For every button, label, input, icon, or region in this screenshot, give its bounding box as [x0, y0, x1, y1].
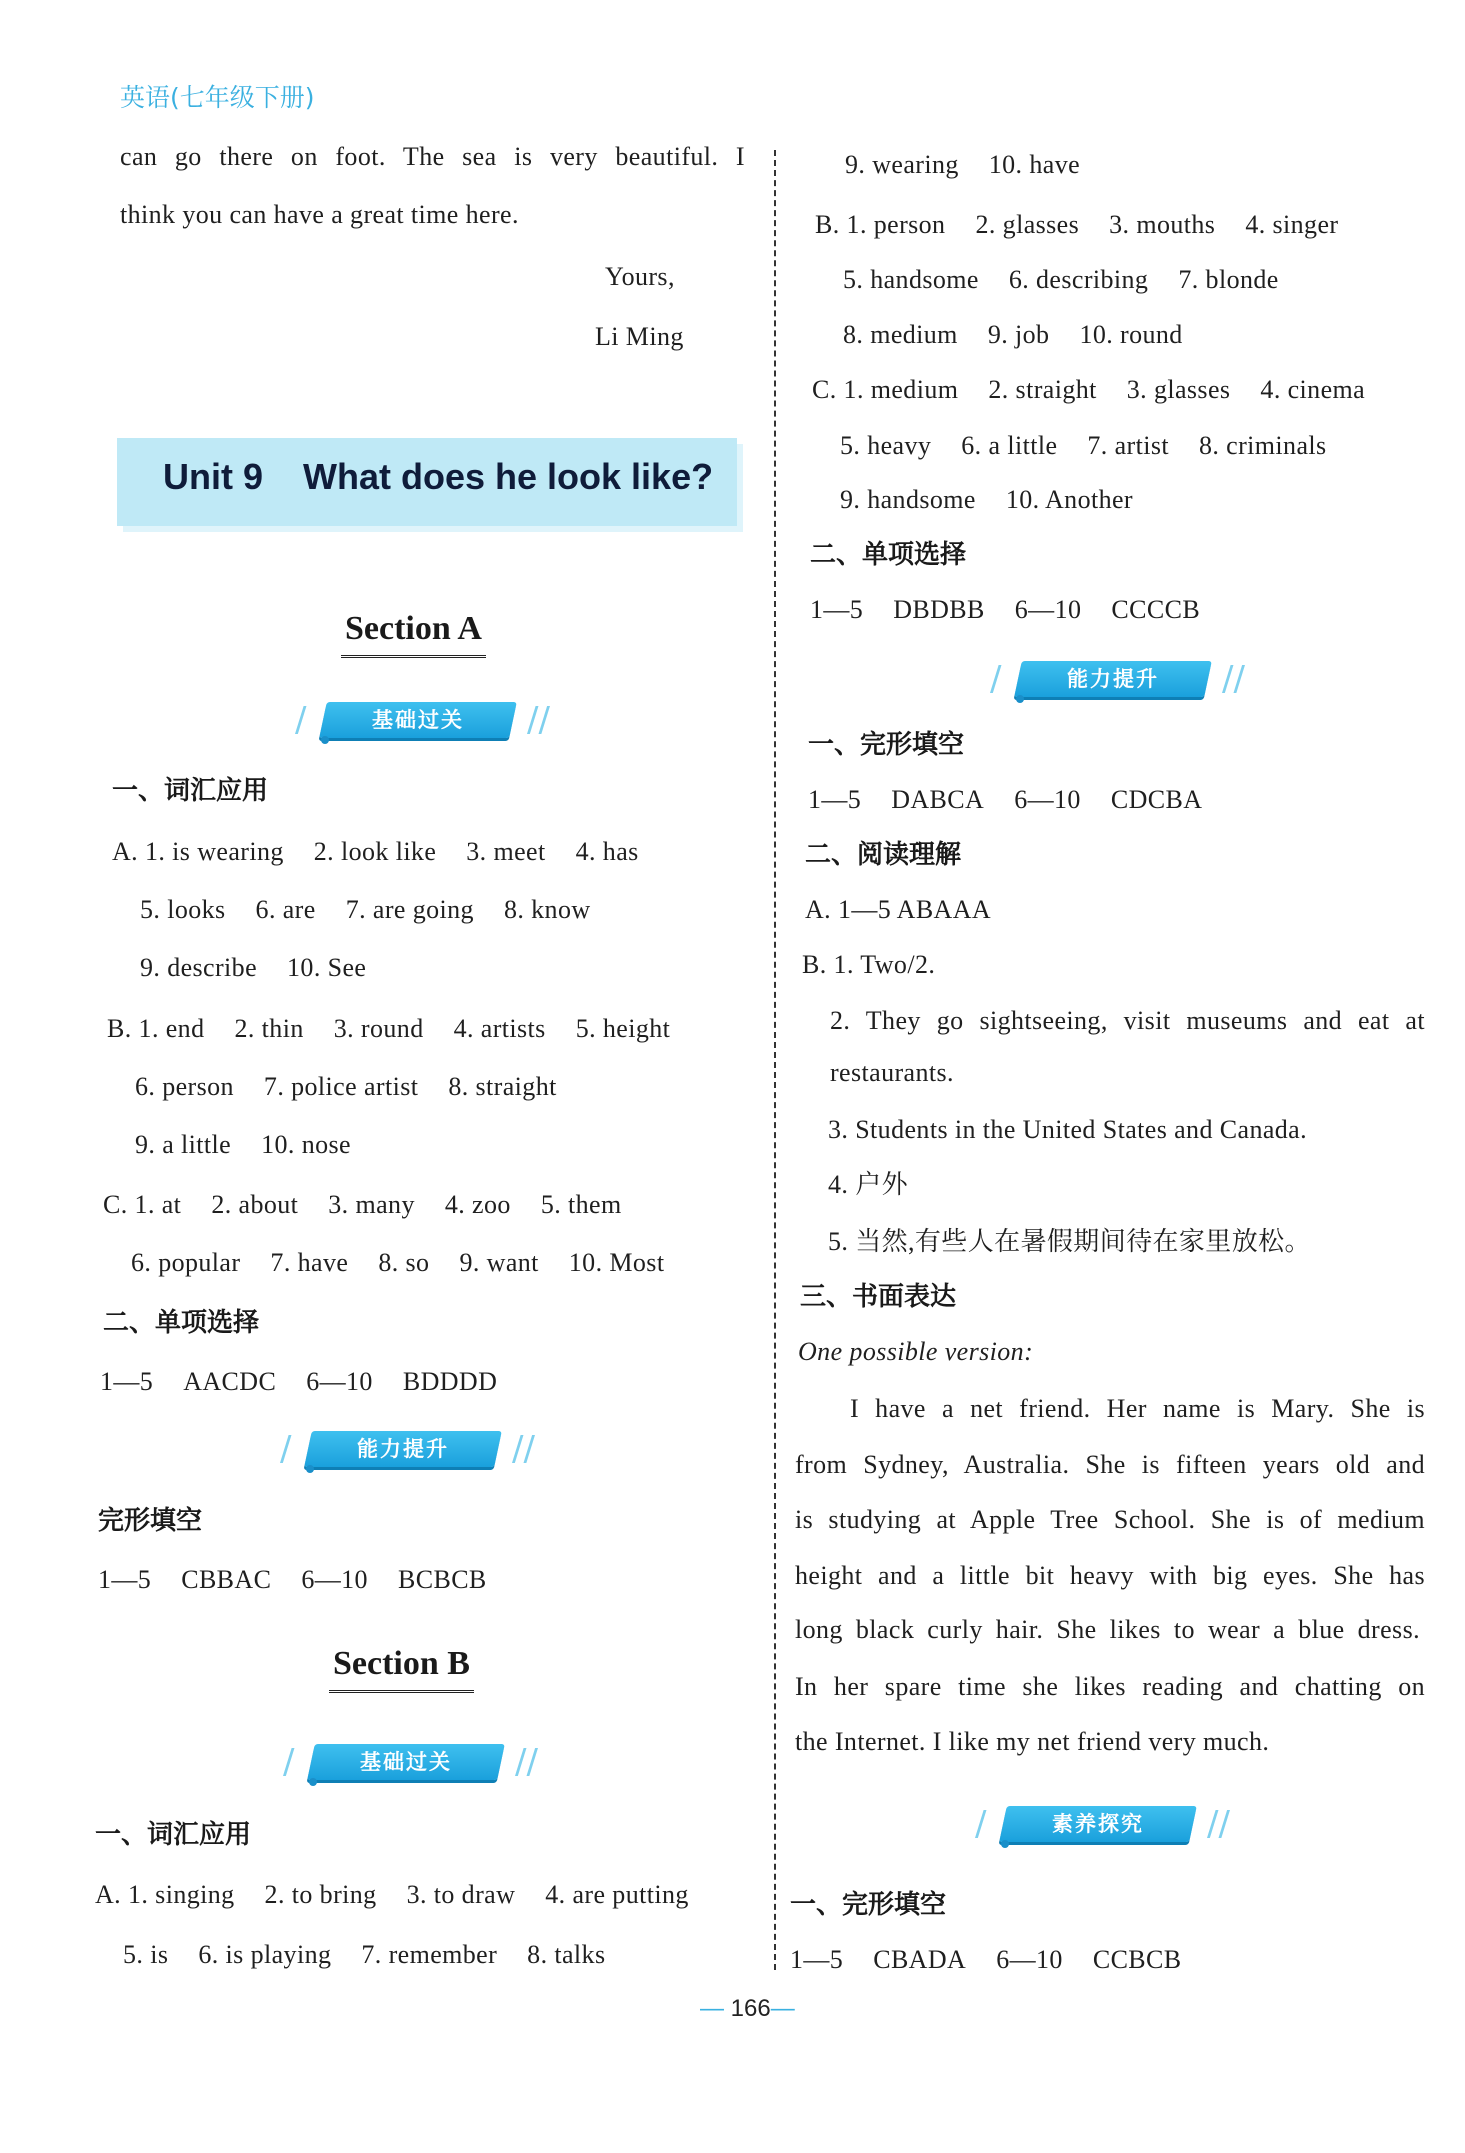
letter-signature: Li Ming — [595, 322, 684, 351]
r-cloze-answers: 1—5 DABCA 6—10 CDCBA — [808, 785, 1203, 814]
r-reading-B2-line1: 2. They go sightseeing, visit museums and eat at — [830, 1006, 1425, 1035]
r-C-line-2: 5. heavy 6. a little 7. artist 8. criminals — [840, 431, 1327, 460]
sa-B-line-1: B. 1. end 2. thin 3. round 4. artists 5. height — [107, 1014, 671, 1043]
r-A-cont: 9. wearing 10. have — [845, 150, 1081, 179]
badge-ability-b-label: 能力提升 — [1067, 667, 1159, 691]
letter-line-2: think you can have a great time here. — [120, 200, 519, 229]
unit-banner — [117, 438, 737, 526]
r-reading-B1: B. 1. Two/2. — [802, 950, 936, 979]
book-header: 英语(七年级下册) — [120, 83, 315, 112]
essay-line-6: In her spare time she likes reading and chatting on — [795, 1672, 1425, 1701]
sa-part2-heading: 二、单项选择 — [103, 1308, 260, 1338]
r-B-line-3: 8. medium 9. job 10. round — [843, 320, 1183, 349]
badge-ability-a-label: 能力提升 — [357, 1437, 449, 1461]
unit-label: Unit 9 — [163, 456, 264, 497]
essay-line-1: I have a net friend. Her name is Mary. She is — [850, 1394, 1425, 1423]
letter-closing: Yours, — [605, 262, 675, 291]
badge-ability-a: / 能力提升 // — [280, 1425, 530, 1475]
r-C-line-1: C. 1. medium 2. straight 3. glasses 4. cinema — [812, 375, 1366, 404]
letter-line-1: can go there on foot. The sea is very beautiful. I — [120, 142, 745, 171]
badge-literacy-label: 素养探究 — [1052, 1812, 1144, 1836]
sb-A-line-2: 5. is 6. is playing 7. remember 8. talks — [123, 1940, 606, 1969]
r-part2-answers: 1—5 DBDBB 6—10 CCCCB — [810, 595, 1201, 624]
r-C-line-3: 9. handsome 10. Another — [840, 485, 1133, 514]
sa-B-line-2: 6. person 7. police artist 8. straight — [135, 1072, 557, 1101]
r-final-heading: 一、完形填空 — [790, 1890, 947, 1920]
r-cloze-heading: 一、完形填空 — [808, 730, 965, 760]
sa-part1-heading: 一、词汇应用 — [112, 776, 269, 806]
r-final-answers: 1—5 CBADA 6—10 CCBCB — [790, 1945, 1182, 1974]
sb-part1-heading: 一、词汇应用 — [95, 1820, 252, 1850]
essay-line-4: height and a little bit heavy with big eyes. She has — [795, 1561, 1425, 1590]
r-reading-B5: 5. 当然,有些人在暑假期间待在家里放松。 — [828, 1227, 1311, 1256]
sa-part2-answers: 1—5 AACDC 6—10 BDDDD — [100, 1367, 498, 1396]
sa-C-line-2: 6. popular 7. have 8. so 9. want 10. Most — [131, 1248, 665, 1277]
r-B-line-2: 5. handsome 6. describing 7. blonde — [843, 265, 1279, 294]
badge-basic-a-label: 基础过关 — [372, 708, 464, 732]
badge-ability-b: / 能力提升 // — [990, 655, 1240, 705]
badge-literacy: / 素养探究 // — [975, 1800, 1225, 1850]
section-a-title: Section A — [345, 610, 482, 647]
essay-line-5: long black curly hair. She likes to wear a blue dress. — [795, 1615, 1420, 1644]
sa-cloze-heading: 完形填空 — [98, 1506, 203, 1536]
essay-line-7: the Internet. I like my net friend very much. — [795, 1727, 1270, 1756]
unit-title — [163, 456, 713, 498]
r-writing-intro: One possible version: — [798, 1337, 1034, 1366]
r-reading-B4: 4. 户外 — [828, 1170, 909, 1199]
column-divider — [774, 150, 776, 1970]
badge-basic-a: / 基础过关 // — [295, 696, 545, 746]
r-writing-heading: 三、书面表达 — [800, 1282, 957, 1312]
r-reading-heading: 二、阅读理解 — [805, 840, 962, 870]
badge-basic-b: / 基础过关 // — [283, 1738, 533, 1788]
essay-line-3: is studying at Apple Tree School. She is of medium — [795, 1505, 1425, 1534]
sa-B-line-3: 9. a little 10. nose — [135, 1130, 351, 1159]
badge-basic-b-label: 基础过关 — [360, 1750, 452, 1774]
unit-name: What does he look like? — [303, 456, 714, 497]
page-number: — 166— — [700, 1995, 795, 2022]
r-reading-B3: 3. Students in the United States and Canada. — [828, 1115, 1308, 1144]
r-part2-heading: 二、单项选择 — [810, 540, 967, 570]
sa-A-line-2: 5. looks 6. are 7. are going 8. know — [140, 895, 591, 924]
essay-line-2: from Sydney, Australia. She is fifteen years old and — [795, 1450, 1425, 1479]
section-b-title: Section B — [333, 1645, 470, 1682]
sa-A-line-1: A. 1. is wearing 2. look like 3. meet 4. has — [112, 837, 639, 866]
sa-C-line-1: C. 1. at 2. about 3. many 4. zoo 5. them — [103, 1190, 622, 1219]
r-reading-B2-line2: restaurants. — [830, 1058, 954, 1087]
sa-A-line-3: 9. describe 10. See — [140, 953, 367, 982]
sa-cloze-answers: 1—5 CBBAC 6—10 BCBCB — [98, 1565, 487, 1594]
r-B-line-1: B. 1. person 2. glasses 3. mouths 4. singer — [815, 210, 1339, 239]
sb-A-line-1: A. 1. singing 2. to bring 3. to draw 4. are putting — [95, 1880, 689, 1909]
r-reading-A: A. 1—5 ABAAA — [805, 895, 992, 924]
